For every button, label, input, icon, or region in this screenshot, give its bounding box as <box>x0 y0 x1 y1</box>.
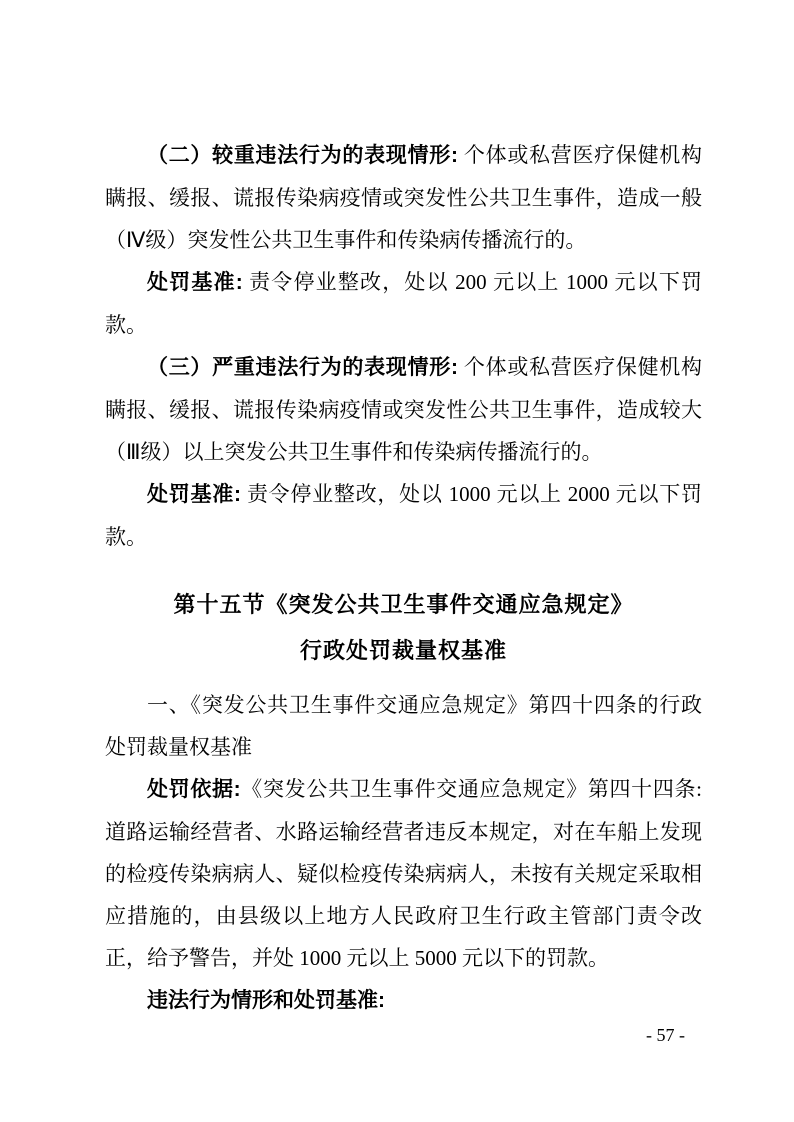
bold-run: 违法行为情形和处罚基准: <box>147 989 385 1012</box>
text-run: 一、《突发公共卫生事件交通应急规定》第四十四条的行政处罚裁量权基准 <box>105 693 702 759</box>
bold-run: （二）较重违法行为的表现情形: <box>147 144 458 167</box>
text-run: 个体或私营医疗保健机构瞒报、缓报、谎报传染病疫情或突发性公共卫生事件，造成较大（Ⅲ级）以上突发公共卫生事件和传染病传播流行的。 <box>105 355 702 464</box>
text-run: 责令停业整改，处以 200 元以上 1000 元以下罚款。 <box>105 270 702 337</box>
bold-run: 处罚基准: <box>147 483 241 506</box>
page-number: - 57 - <box>646 1025 685 1045</box>
paragraph <box>105 346 702 473</box>
bold-run: （三）严重违法行为的表现情形: <box>147 356 458 379</box>
paragraph <box>105 261 702 346</box>
text-run: 《突发公共卫生事件交通应急规定》第四十四条: 道路运输经营者、水路运输经营者违反本规定，对在车船上发现的检疫传染病病人、疑似检疫传染病病人，未按有关规定采取相应措施的，由县级以上地方人民政府卫生行政主管部门责令改正，给予警告，并处 1000 元以上 5000 元以下的罚款。 <box>105 777 702 970</box>
paragraph <box>105 134 702 261</box>
document-content <box>105 134 702 1022</box>
paragraph <box>105 684 702 768</box>
paragraph <box>105 473 702 558</box>
heading-line: 行政处罚裁量权基准 <box>299 638 507 663</box>
heading-line: 第十五节《突发公共卫生事件交通应急规定》 <box>173 592 634 617</box>
paragraph <box>105 768 702 979</box>
bold-run: 处罚基准: <box>147 271 243 294</box>
text-run: 责令停业整改，处以 1000 元以上 2000 元以下罚款。 <box>105 482 702 549</box>
bold-run: 处罚依据: <box>147 778 241 801</box>
section-heading <box>105 582 702 674</box>
text-run: 个体或私营医疗保健机构瞒报、缓报、谎报传染病疫情或突发性公共卫生事件，造成一般（Ⅳ级）突发性公共卫生事件和传染病传播流行的。 <box>105 143 702 252</box>
paragraph <box>105 979 702 1022</box>
